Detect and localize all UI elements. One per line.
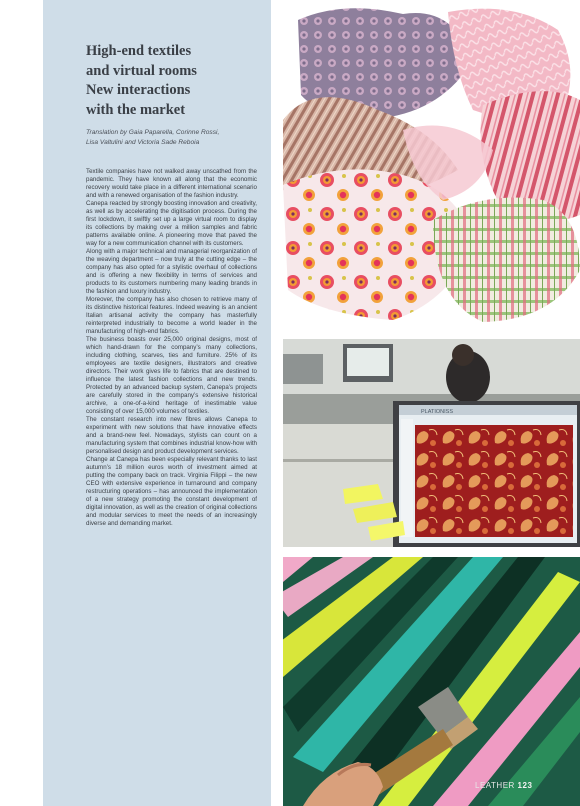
credits-line: Translation by Gaia Paparella, Corinne Rossi, <box>86 129 220 136</box>
body-paragraph: Change at Canepa has been especially relevant thanks to last autumn’s 18 million euros worth of investment aimed at putting the company back on track. Virginia Filippi – the new CEO with extensive experience in turnaround and company restructuring operations – has announced the implementation of a new strategy promoting the constant development of digital innovation, as well as the creation of original collections and modular services to meet the needs of an increasingly diverse and demanding market. <box>86 456 257 527</box>
screen-label: PLATIONISS <box>421 409 453 415</box>
translation-credits <box>86 128 256 147</box>
body-paragraph: The business boasts over 25,000 original designs, most of which hand-drawn for the company’s many collections, including clothing, scarves, ties and furniture. 25% of its employees are textile designers, illustrators and creative directors. Their work gives life to fabrics that are destined to influence the latest fashion collections and new trends. Protected by an advanced backup system, Canepa’s projects are carefully stored in the company’s extensive historical archive, a one-of-a-kind heritage of inestimable value consisting of over 15,000 volumes of textiles. <box>86 336 257 415</box>
title-line: with the market <box>86 101 186 118</box>
paintbrush-stripes-photo <box>283 557 580 806</box>
article-title <box>86 42 256 120</box>
article-body <box>86 168 257 528</box>
body-paragraph: Canepa reacted by strongly boosting innovation and creativity, as well as by accelerating the digitisation process. During the first lockdown, it swiftly set up a large virtual room to display its collections by making over a million samples and fabric patterns available online. A pioneering move that paved the way for a new communication channel with its customers. <box>86 200 257 247</box>
fabric-swatches-photo <box>283 0 580 328</box>
folio-label: LEATHER <box>475 781 515 790</box>
page-folio <box>475 781 532 790</box>
title-line: High-end textiles <box>86 43 192 59</box>
page-number: 123 <box>517 781 533 790</box>
title-line: and virtual rooms <box>86 62 197 79</box>
body-paragraph: The constant research into new fibres allows Canepa to experiment with new solutions that have innovative effects and a brand-new feel. Nowadays, stylists can count on a manufacturing system that combines industrial know-how with personalised design and product development services. <box>86 416 257 455</box>
design-studio-photo <box>283 339 580 547</box>
body-paragraph: Along with a major technical and managerial reorganization of the weaving department – now truly at the cutting edge – the company has also opted for a stylistic overhaul of collections and is offering a new flexibility in terms of services and products to its customers numbering many leading brands in the fashion and luxury industry. <box>86 248 257 295</box>
title-line: New interactions <box>86 82 191 98</box>
credits-line: Lisa Valtulini and Victoria Sade Reboia <box>86 138 200 146</box>
body-paragraph: Textile companies have not walked away unscathed from the pandemic. They have known all along that the economic recovery would take place in a different international scenario and with a renewed organisation of the fashion industry. <box>86 168 257 199</box>
body-paragraph: Moreover, the company has also chosen to retrieve many of its distinctive historical features. Indeed weaving is an ancient Italian artisanal activity the company has masterfully reinterpreted industrially to become a world leader in the manufacturing of high-end fabrics. <box>86 296 257 335</box>
